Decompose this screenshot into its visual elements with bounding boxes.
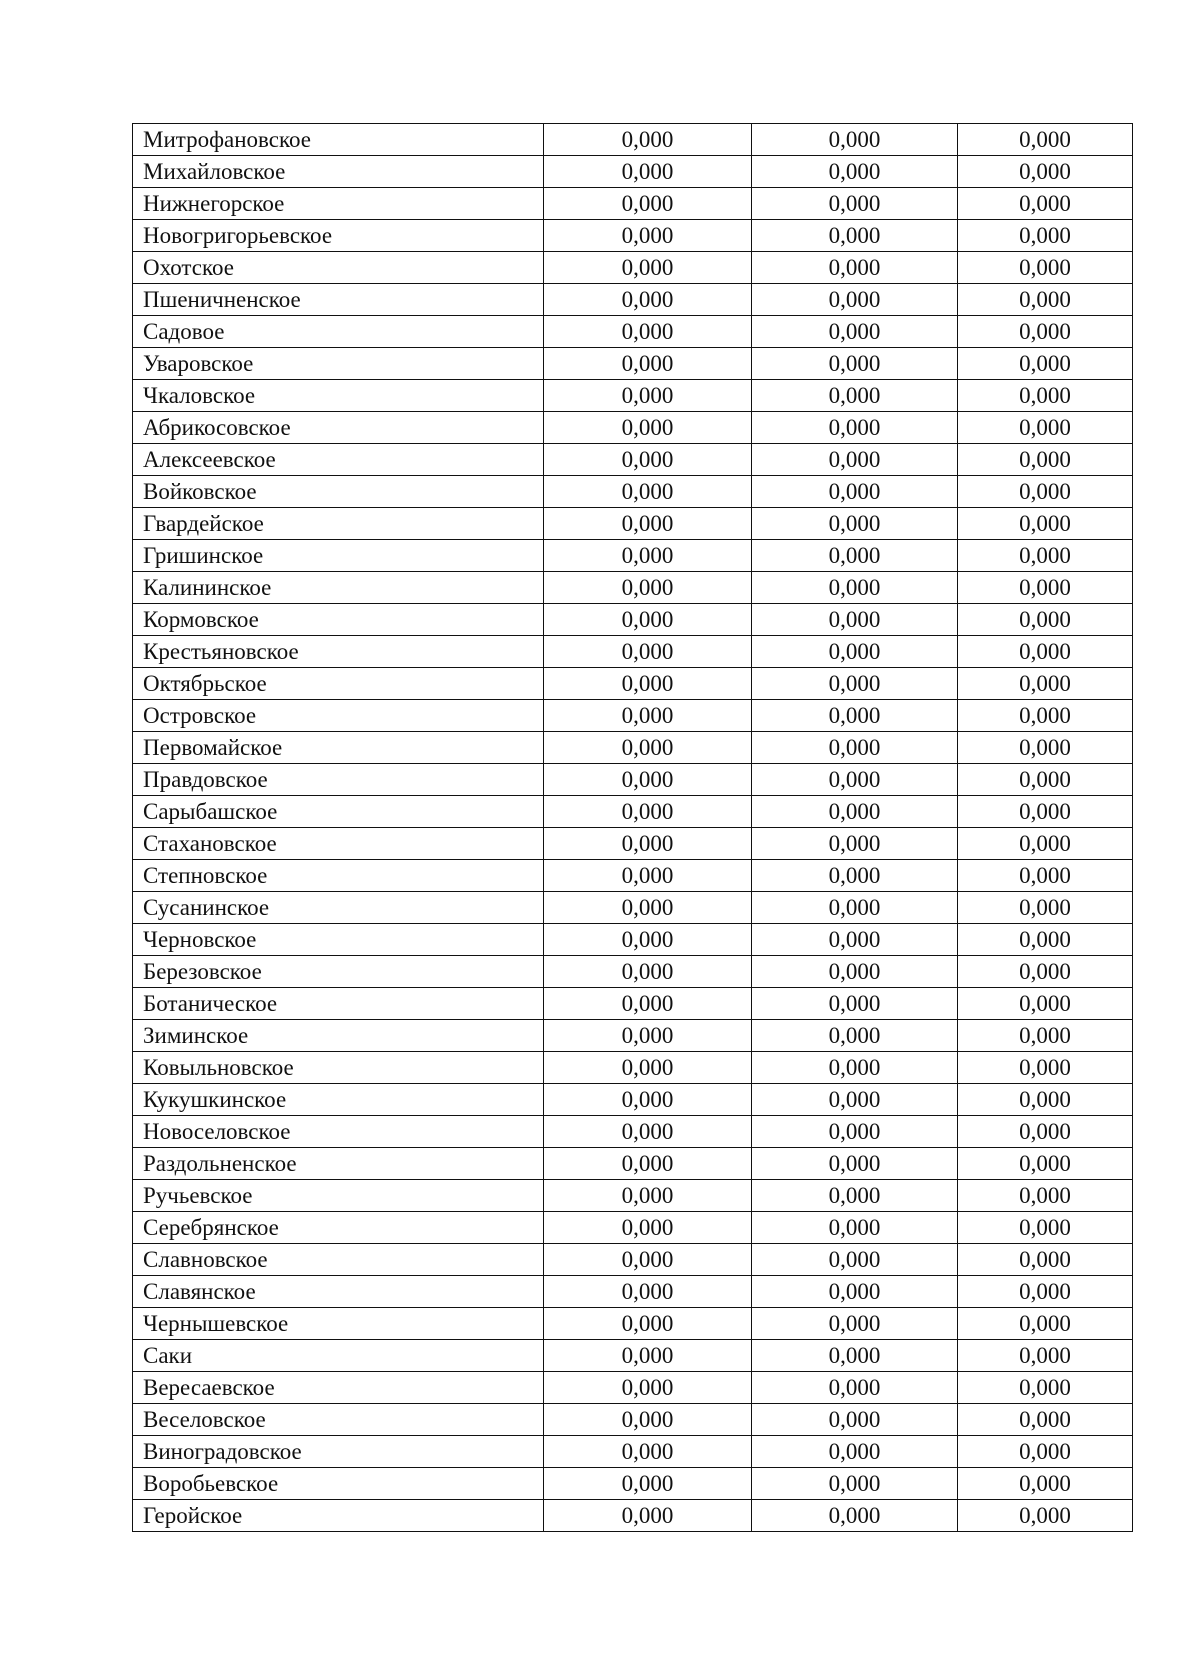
value-cell-1: 0,000: [544, 348, 752, 380]
table-row: [133, 732, 1133, 764]
settlement-name-cell: Гришинское: [133, 540, 544, 572]
table-row: [133, 1308, 1133, 1340]
value-cell-2: 0,000: [752, 540, 958, 572]
value-cell-2: 0,000: [752, 956, 958, 988]
value-cell-3: 0,000: [958, 124, 1133, 156]
settlement-name-cell: Новоселовское: [133, 1116, 544, 1148]
value-cell-2: 0,000: [752, 124, 958, 156]
value-cell-2: 0,000: [752, 1020, 958, 1052]
settlement-name-cell: Охотское: [133, 252, 544, 284]
value-cell-3: 0,000: [958, 1276, 1133, 1308]
value-cell-1: 0,000: [544, 956, 752, 988]
value-cell-1: 0,000: [544, 156, 752, 188]
value-cell-1: 0,000: [544, 988, 752, 1020]
table-row: [133, 828, 1133, 860]
value-cell-2: 0,000: [752, 1372, 958, 1404]
value-cell-3: 0,000: [958, 348, 1133, 380]
value-cell-2: 0,000: [752, 604, 958, 636]
table-row: [133, 700, 1133, 732]
settlement-name-cell: Ковыльновское: [133, 1052, 544, 1084]
value-cell-3: 0,000: [958, 1404, 1133, 1436]
value-cell-3: 0,000: [958, 988, 1133, 1020]
value-cell-2: 0,000: [752, 668, 958, 700]
value-cell-2: 0,000: [752, 1084, 958, 1116]
table-row: [133, 1500, 1133, 1532]
value-cell-2: 0,000: [752, 700, 958, 732]
value-cell-1: 0,000: [544, 604, 752, 636]
value-cell-1: 0,000: [544, 188, 752, 220]
settlement-name-cell: Черновское: [133, 924, 544, 956]
value-cell-1: 0,000: [544, 1116, 752, 1148]
settlement-name-cell: Чернышевское: [133, 1308, 544, 1340]
table-row: [133, 1212, 1133, 1244]
settlement-name-cell: Митрофановское: [133, 124, 544, 156]
value-cell-1: 0,000: [544, 508, 752, 540]
value-cell-3: 0,000: [958, 1212, 1133, 1244]
value-cell-3: 0,000: [958, 1020, 1133, 1052]
value-cell-3: 0,000: [958, 956, 1133, 988]
value-cell-2: 0,000: [752, 1468, 958, 1500]
value-cell-2: 0,000: [752, 1116, 958, 1148]
settlement-name-cell: Серебрянское: [133, 1212, 544, 1244]
value-cell-1: 0,000: [544, 1148, 752, 1180]
settlement-name-cell: Ручьевское: [133, 1180, 544, 1212]
table-row: [133, 924, 1133, 956]
table-row: [133, 220, 1133, 252]
settlement-name-cell: Славновское: [133, 1244, 544, 1276]
value-cell-2: 0,000: [752, 1340, 958, 1372]
table-row: [133, 572, 1133, 604]
value-cell-1: 0,000: [544, 1244, 752, 1276]
value-cell-2: 0,000: [752, 220, 958, 252]
value-cell-3: 0,000: [958, 668, 1133, 700]
table-row: [133, 316, 1133, 348]
value-cell-3: 0,000: [958, 1340, 1133, 1372]
value-cell-1: 0,000: [544, 1180, 752, 1212]
value-cell-2: 0,000: [752, 1148, 958, 1180]
table-row: [133, 892, 1133, 924]
settlement-name-cell: Октябрьское: [133, 668, 544, 700]
settlement-name-cell: Славянское: [133, 1276, 544, 1308]
value-cell-1: 0,000: [544, 732, 752, 764]
table-row: [133, 508, 1133, 540]
table-row: [133, 1084, 1133, 1116]
value-cell-1: 0,000: [544, 412, 752, 444]
settlements-table: [132, 123, 1133, 1532]
value-cell-3: 0,000: [958, 316, 1133, 348]
value-cell-1: 0,000: [544, 444, 752, 476]
value-cell-2: 0,000: [752, 1180, 958, 1212]
value-cell-2: 0,000: [752, 1404, 958, 1436]
value-cell-3: 0,000: [958, 284, 1133, 316]
value-cell-2: 0,000: [752, 796, 958, 828]
value-cell-2: 0,000: [752, 988, 958, 1020]
value-cell-2: 0,000: [752, 1212, 958, 1244]
settlement-name-cell: Гвардейское: [133, 508, 544, 540]
table-row: [133, 444, 1133, 476]
value-cell-3: 0,000: [958, 476, 1133, 508]
value-cell-2: 0,000: [752, 348, 958, 380]
table-row: [133, 604, 1133, 636]
value-cell-3: 0,000: [958, 188, 1133, 220]
value-cell-3: 0,000: [958, 732, 1133, 764]
settlement-name-cell: Уваровское: [133, 348, 544, 380]
table-row: [133, 636, 1133, 668]
value-cell-3: 0,000: [958, 1180, 1133, 1212]
value-cell-2: 0,000: [752, 892, 958, 924]
value-cell-3: 0,000: [958, 860, 1133, 892]
settlement-name-cell: Сарыбашское: [133, 796, 544, 828]
settlement-name-cell: Крестьяновское: [133, 636, 544, 668]
table-row: [133, 412, 1133, 444]
value-cell-1: 0,000: [544, 252, 752, 284]
value-cell-1: 0,000: [544, 828, 752, 860]
settlement-name-cell: Ботаническое: [133, 988, 544, 1020]
value-cell-2: 0,000: [752, 860, 958, 892]
value-cell-3: 0,000: [958, 764, 1133, 796]
settlement-name-cell: Степновское: [133, 860, 544, 892]
value-cell-1: 0,000: [544, 636, 752, 668]
value-cell-1: 0,000: [544, 1340, 752, 1372]
value-cell-2: 0,000: [752, 764, 958, 796]
settlement-name-cell: Зиминское: [133, 1020, 544, 1052]
value-cell-2: 0,000: [752, 380, 958, 412]
value-cell-1: 0,000: [544, 124, 752, 156]
table-row: [133, 1436, 1133, 1468]
table-row: [133, 1020, 1133, 1052]
table-row: [133, 764, 1133, 796]
table-row: [133, 252, 1133, 284]
value-cell-1: 0,000: [544, 540, 752, 572]
value-cell-3: 0,000: [958, 156, 1133, 188]
table-row: [133, 1468, 1133, 1500]
value-cell-1: 0,000: [544, 1372, 752, 1404]
value-cell-2: 0,000: [752, 1276, 958, 1308]
value-cell-3: 0,000: [958, 604, 1133, 636]
settlement-name-cell: Стахановское: [133, 828, 544, 860]
value-cell-3: 0,000: [958, 380, 1133, 412]
table-row: [133, 476, 1133, 508]
table-row: [133, 1148, 1133, 1180]
value-cell-1: 0,000: [544, 668, 752, 700]
settlement-name-cell: Виноградовское: [133, 1436, 544, 1468]
table-row: [133, 796, 1133, 828]
value-cell-3: 0,000: [958, 444, 1133, 476]
settlement-name-cell: Воробьевское: [133, 1468, 544, 1500]
value-cell-3: 0,000: [958, 828, 1133, 860]
table-row: [133, 1244, 1133, 1276]
value-cell-1: 0,000: [544, 700, 752, 732]
settlement-name-cell: Веселовское: [133, 1404, 544, 1436]
value-cell-3: 0,000: [958, 1308, 1133, 1340]
value-cell-2: 0,000: [752, 636, 958, 668]
value-cell-3: 0,000: [958, 1084, 1133, 1116]
value-cell-3: 0,000: [958, 1500, 1133, 1532]
value-cell-1: 0,000: [544, 1404, 752, 1436]
settlement-name-cell: Островское: [133, 700, 544, 732]
value-cell-3: 0,000: [958, 1468, 1133, 1500]
value-cell-1: 0,000: [544, 572, 752, 604]
table-row: [133, 156, 1133, 188]
value-cell-2: 0,000: [752, 1308, 958, 1340]
table-row: [133, 1180, 1133, 1212]
value-cell-3: 0,000: [958, 1372, 1133, 1404]
value-cell-1: 0,000: [544, 1308, 752, 1340]
table-row: [133, 1276, 1133, 1308]
value-cell-2: 0,000: [752, 252, 958, 284]
value-cell-1: 0,000: [544, 380, 752, 412]
table-row: [133, 956, 1133, 988]
settlement-name-cell: Вересаевское: [133, 1372, 544, 1404]
value-cell-3: 0,000: [958, 700, 1133, 732]
settlement-name-cell: Алексеевское: [133, 444, 544, 476]
value-cell-1: 0,000: [544, 1212, 752, 1244]
value-cell-1: 0,000: [544, 284, 752, 316]
value-cell-3: 0,000: [958, 508, 1133, 540]
value-cell-1: 0,000: [544, 1020, 752, 1052]
value-cell-1: 0,000: [544, 1084, 752, 1116]
value-cell-1: 0,000: [544, 1052, 752, 1084]
value-cell-1: 0,000: [544, 1276, 752, 1308]
value-cell-3: 0,000: [958, 412, 1133, 444]
value-cell-2: 0,000: [752, 284, 958, 316]
value-cell-2: 0,000: [752, 1244, 958, 1276]
value-cell-1: 0,000: [544, 796, 752, 828]
settlement-name-cell: Садовое: [133, 316, 544, 348]
table-row: [133, 988, 1133, 1020]
table-row: [133, 124, 1133, 156]
value-cell-2: 0,000: [752, 412, 958, 444]
value-cell-2: 0,000: [752, 476, 958, 508]
table-row: [133, 188, 1133, 220]
value-cell-1: 0,000: [544, 1436, 752, 1468]
settlement-name-cell: Саки: [133, 1340, 544, 1372]
table-body: [133, 124, 1133, 1532]
value-cell-2: 0,000: [752, 188, 958, 220]
value-cell-3: 0,000: [958, 892, 1133, 924]
value-cell-3: 0,000: [958, 796, 1133, 828]
value-cell-1: 0,000: [544, 476, 752, 508]
table-row: [133, 380, 1133, 412]
value-cell-2: 0,000: [752, 828, 958, 860]
settlement-name-cell: Новогригорьевское: [133, 220, 544, 252]
settlement-name-cell: Правдовское: [133, 764, 544, 796]
settlement-name-cell: Нижнегорское: [133, 188, 544, 220]
settlement-name-cell: Абрикосовское: [133, 412, 544, 444]
value-cell-3: 0,000: [958, 636, 1133, 668]
table-row: [133, 284, 1133, 316]
settlement-name-cell: Кормовское: [133, 604, 544, 636]
value-cell-1: 0,000: [544, 316, 752, 348]
table-row: [133, 1340, 1133, 1372]
value-cell-3: 0,000: [958, 1148, 1133, 1180]
table-row: [133, 1052, 1133, 1084]
value-cell-3: 0,000: [958, 924, 1133, 956]
settlement-name-cell: Березовское: [133, 956, 544, 988]
value-cell-2: 0,000: [752, 924, 958, 956]
settlement-name-cell: Чкаловское: [133, 380, 544, 412]
value-cell-3: 0,000: [958, 1116, 1133, 1148]
value-cell-2: 0,000: [752, 1052, 958, 1084]
settlement-name-cell: Первомайское: [133, 732, 544, 764]
table-row: [133, 1372, 1133, 1404]
settlement-name-cell: Войковское: [133, 476, 544, 508]
settlement-name-cell: Геройское: [133, 1500, 544, 1532]
settlement-name-cell: Калининское: [133, 572, 544, 604]
value-cell-2: 0,000: [752, 444, 958, 476]
value-cell-2: 0,000: [752, 316, 958, 348]
value-cell-2: 0,000: [752, 1436, 958, 1468]
value-cell-2: 0,000: [752, 572, 958, 604]
value-cell-2: 0,000: [752, 1500, 958, 1532]
settlement-name-cell: Раздольненское: [133, 1148, 544, 1180]
value-cell-2: 0,000: [752, 508, 958, 540]
value-cell-2: 0,000: [752, 156, 958, 188]
table-row: [133, 348, 1133, 380]
value-cell-3: 0,000: [958, 540, 1133, 572]
value-cell-1: 0,000: [544, 892, 752, 924]
value-cell-3: 0,000: [958, 1436, 1133, 1468]
value-cell-1: 0,000: [544, 764, 752, 796]
value-cell-1: 0,000: [544, 1500, 752, 1532]
value-cell-1: 0,000: [544, 220, 752, 252]
value-cell-2: 0,000: [752, 732, 958, 764]
value-cell-1: 0,000: [544, 1468, 752, 1500]
value-cell-3: 0,000: [958, 572, 1133, 604]
table-row: [133, 540, 1133, 572]
settlement-name-cell: Пшеничненское: [133, 284, 544, 316]
table-row: [133, 1116, 1133, 1148]
value-cell-3: 0,000: [958, 1052, 1133, 1084]
settlement-name-cell: Сусанинское: [133, 892, 544, 924]
value-cell-3: 0,000: [958, 220, 1133, 252]
table-row: [133, 860, 1133, 892]
settlement-name-cell: Кукушкинское: [133, 1084, 544, 1116]
value-cell-3: 0,000: [958, 252, 1133, 284]
value-cell-1: 0,000: [544, 860, 752, 892]
table-row: [133, 668, 1133, 700]
value-cell-3: 0,000: [958, 1244, 1133, 1276]
settlement-name-cell: Михайловское: [133, 156, 544, 188]
value-cell-1: 0,000: [544, 924, 752, 956]
table-row: [133, 1404, 1133, 1436]
